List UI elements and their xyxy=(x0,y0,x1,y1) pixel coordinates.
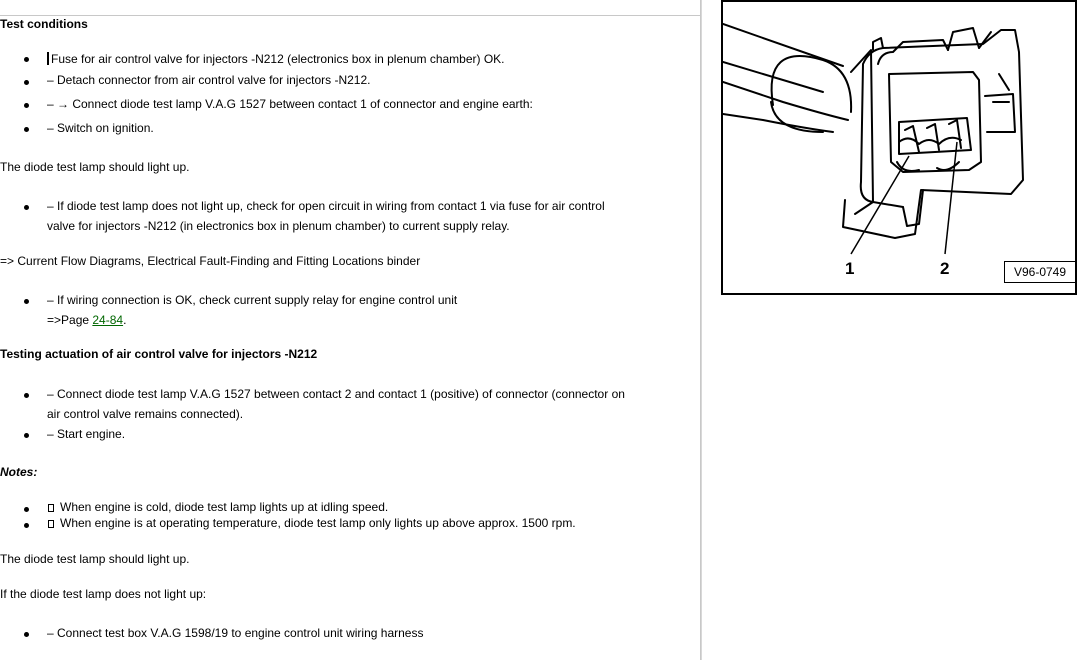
final-step: – Connect test box V.A.G 1598/19 to engine control unit wiring harness xyxy=(47,626,424,640)
step-fuse-ok xyxy=(47,52,505,66)
if-not-light-line2: valve for injectors -N212 (in electronics box in plenum chamber) to current supply relay. xyxy=(47,219,510,233)
checkbox-glyph-icon xyxy=(48,504,54,512)
lamp-should-light-2: The diode test lamp should light up. xyxy=(0,552,190,566)
page-suffix: . xyxy=(123,313,127,327)
notes-heading: Notes: xyxy=(0,465,38,479)
page-reference xyxy=(47,313,126,327)
note-text: When engine is cold, diode test lamp lights up at idling speed. xyxy=(60,500,389,514)
bullet-dot xyxy=(24,205,29,210)
step-detach-connector: – Detach connector from air control valve for injectors -N212. xyxy=(47,73,371,87)
divider xyxy=(0,15,700,16)
callout-2: 2 xyxy=(940,259,950,278)
bullet-dot xyxy=(24,103,29,108)
figure-code: V96-0749 xyxy=(1004,261,1076,283)
connector-figure xyxy=(721,0,1077,295)
test-conditions-heading: Test conditions xyxy=(0,17,88,31)
lamp-should-light: The diode test lamp should light up. xyxy=(0,160,190,174)
leader-line-2 xyxy=(945,142,957,254)
bullet-dot xyxy=(24,299,29,304)
if-not-light-line1: – If diode test lamp does not light up, check for open circuit in wiring from contact 1 via fuse for air control xyxy=(47,199,605,213)
note-operating-temp xyxy=(48,516,576,530)
connector-drawing xyxy=(723,2,1075,293)
actuation-step2: – Start engine. xyxy=(47,427,126,441)
bullet-dot xyxy=(24,80,29,85)
binder-reference: => Current Flow Diagrams, Electrical Fault-Finding and Fitting Locations binder xyxy=(0,254,421,268)
note-cold xyxy=(48,500,388,514)
bullet-dot xyxy=(24,57,29,62)
step-text: Fuse for air control valve for injectors -N212 (electronics box in plenum chamber) OK. xyxy=(51,52,505,66)
bullet-dot xyxy=(24,507,29,512)
checkbox-glyph-icon xyxy=(48,520,54,528)
step-connect-lamp: – → Connect diode test lamp V.A.G 1527 between contact 1 of connector and engine earth: xyxy=(47,97,533,111)
testing-actuation-heading: Testing actuation of air control valve for injectors -N212 xyxy=(0,347,318,361)
page-prefix: =>Page xyxy=(47,313,93,327)
step-switch-ignition: – Switch on ignition. xyxy=(47,121,154,135)
text-cursor xyxy=(47,52,49,65)
bullet-dot xyxy=(24,433,29,438)
if-lamp-not-light: If the diode test lamp does not light up: xyxy=(0,587,207,601)
bullet-dot xyxy=(24,523,29,528)
page-link[interactable]: 24-84 xyxy=(92,313,124,327)
actuation-step1-line1: – Connect diode test lamp V.A.G 1527 between contact 2 and contact 1 (positive) of connector (connector on xyxy=(47,387,625,401)
wiring-ok-line1: – If wiring connection is OK, check current supply relay for engine control unit xyxy=(47,293,458,307)
actuation-step1-line2: air control valve remains connected). xyxy=(47,407,244,421)
bullet-dot xyxy=(24,632,29,637)
bullet-dot xyxy=(24,127,29,132)
callout-1: 1 xyxy=(845,259,855,278)
leader-line-1 xyxy=(851,156,909,254)
bullet-dot xyxy=(24,393,29,398)
note-text: When engine is at operating temperature, diode test lamp only lights up above approx. 1500 rpm. xyxy=(60,516,576,530)
